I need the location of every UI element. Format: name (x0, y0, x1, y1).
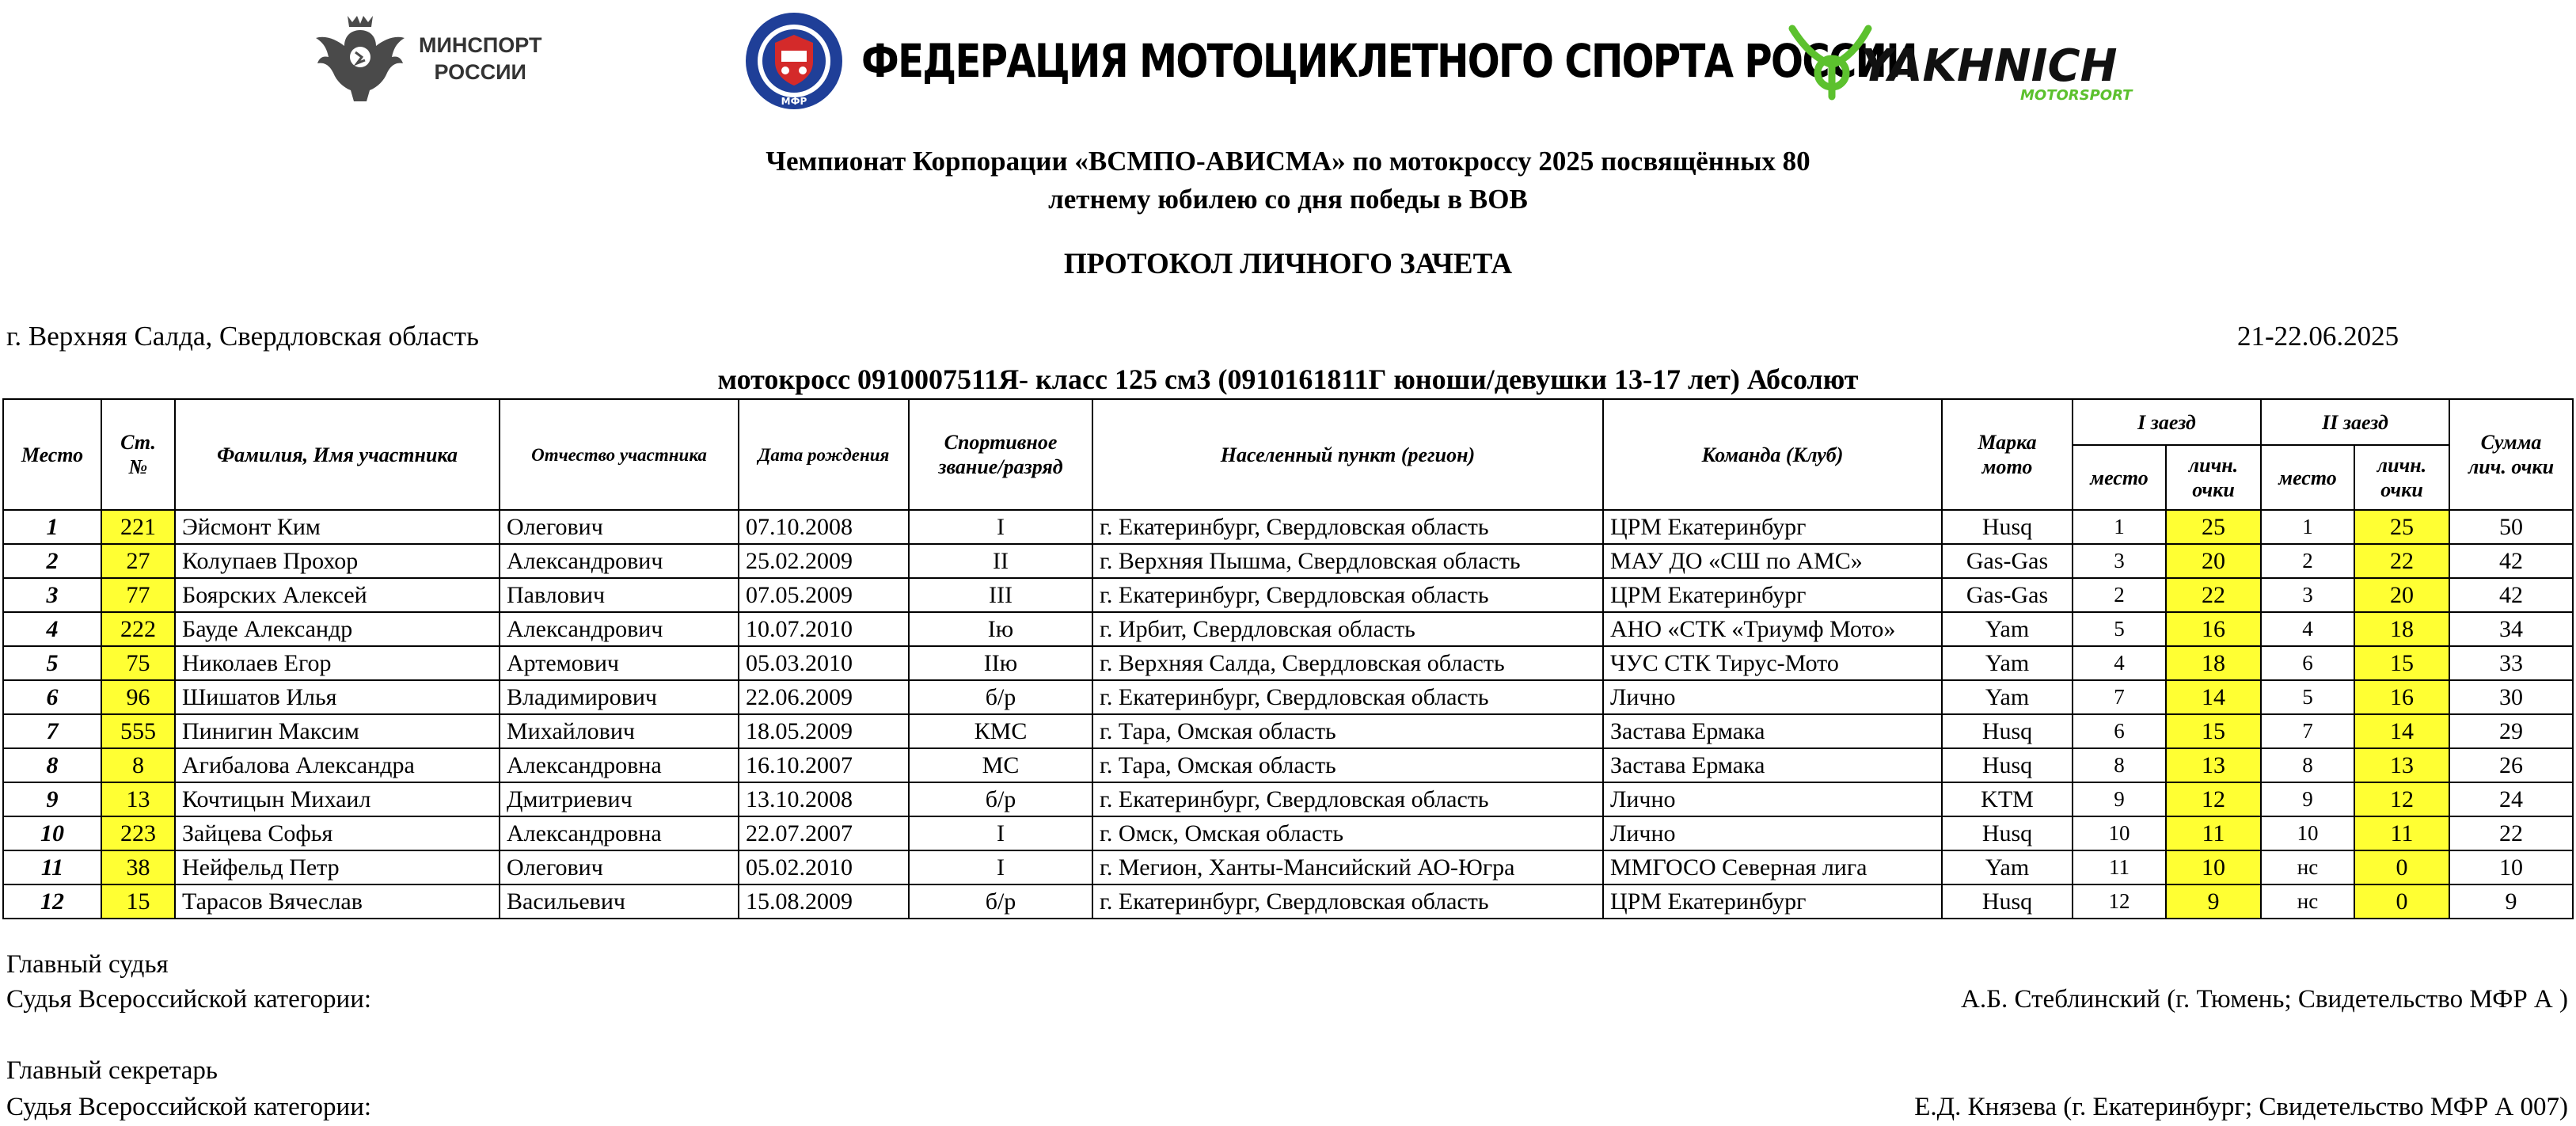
row-moto: Husq (1942, 510, 2073, 544)
results-table (2, 398, 2574, 919)
row-race2-place: 9 (2261, 782, 2354, 816)
header-race1: I заезд (2073, 399, 2261, 445)
row-race1-place: 6 (2073, 714, 2166, 748)
event-date: 21-22.06.2025 (2237, 321, 2399, 352)
row-race2-place: 1 (2261, 510, 2354, 544)
row-name: Боярских Алексей (175, 578, 500, 612)
row-rank: I (909, 850, 1092, 884)
row-patronymic: Васильевич (500, 884, 739, 919)
header-race2-place: место (2261, 445, 2354, 510)
row-sum: 33 (2449, 646, 2573, 680)
chief-judge-category: Судья Всероссийской категории: (6, 985, 372, 1014)
table-row (3, 714, 2573, 748)
row-number: 77 (101, 578, 175, 612)
row-city: г. Ирбит, Свердловская область (1092, 612, 1603, 646)
row-birth: 22.06.2009 (739, 680, 909, 714)
row-place: 3 (3, 578, 101, 612)
row-sum: 30 (2449, 680, 2573, 714)
row-race2-place: 7 (2261, 714, 2354, 748)
row-patronymic: Александрович (500, 544, 739, 578)
row-rank: III (909, 578, 1092, 612)
row-city: г. Екатеринбург, Свердловская область (1092, 578, 1603, 612)
header-logos (0, 0, 2576, 127)
protocol-title: ПРОТОКОЛ ЛИЧНОГО ЗАЧЕТА (1063, 248, 1513, 280)
row-rank: б/р (909, 782, 1092, 816)
row-number: 8 (101, 748, 175, 782)
row-race1-points: 18 (2166, 646, 2261, 680)
row-name: Агибалова Александра (175, 748, 500, 782)
championship-title-line1: Чемпионат Корпорации «ВСМПО-АВИСМА» по мотокроссу 2025 посвящённых 80 (766, 146, 1810, 177)
row-name: Кочтицын Михаил (175, 782, 500, 816)
row-race1-points: 22 (2166, 578, 2261, 612)
row-name: Тарасов Вячеслав (175, 884, 500, 919)
row-race1-points: 10 (2166, 850, 2261, 884)
row-team: ЧУС СТК Тирус-Мото (1603, 646, 1942, 680)
row-rank: IIю (909, 646, 1092, 680)
row-patronymic: Павлович (500, 578, 739, 612)
row-race1-points: 12 (2166, 782, 2261, 816)
row-place: 4 (3, 612, 101, 646)
table-row (3, 782, 2573, 816)
row-race2-points: 25 (2354, 510, 2449, 544)
row-team: Лично (1603, 816, 1942, 850)
table-row (3, 544, 2573, 578)
row-moto: Gas-Gas (1942, 544, 2073, 578)
row-race2-points: 18 (2354, 612, 2449, 646)
row-patronymic: Олегович (500, 510, 739, 544)
mfr-seal-label: МФР (781, 96, 807, 107)
header-team: Команда (Клуб) (1603, 399, 1942, 510)
header-number: Ст. № (101, 399, 175, 510)
row-rank: II (909, 544, 1092, 578)
row-place: 1 (3, 510, 101, 544)
table-row (3, 680, 2573, 714)
row-team: ЦРМ Екатеринбург (1603, 578, 1942, 612)
double-headed-eagle-icon (313, 11, 408, 106)
secretary-category: Судья Всероссийской категории: (6, 1093, 372, 1121)
row-moto: Husq (1942, 714, 2073, 748)
header-name: Фамилия, Имя участника (175, 399, 500, 510)
table-row (3, 578, 2573, 612)
header-race2: II заезд (2261, 399, 2449, 445)
row-team: ЦРМ Екатеринбург (1603, 884, 1942, 919)
row-number: 15 (101, 884, 175, 919)
row-place: 6 (3, 680, 101, 714)
row-race1-points: 13 (2166, 748, 2261, 782)
chief-judge-name: А.Б. Стеблинский (г. Тюмень; Свидетельство МФР А ) (1961, 985, 2568, 1014)
row-place: 5 (3, 646, 101, 680)
yakhnich-text: YAKHNICH (1860, 40, 2118, 92)
row-moto: Yam (1942, 680, 2073, 714)
row-rank: I (909, 510, 1092, 544)
row-patronymic: Александровна (500, 748, 739, 782)
row-patronymic: Александрович (500, 612, 739, 646)
row-birth: 07.05.2009 (739, 578, 909, 612)
row-race1-points: 9 (2166, 884, 2261, 919)
row-team: Застава Ермака (1603, 748, 1942, 782)
row-sum: 42 (2449, 578, 2573, 612)
row-sum: 10 (2449, 850, 2573, 884)
row-race1-place: 11 (2073, 850, 2166, 884)
row-team: Лично (1603, 680, 1942, 714)
row-race2-place: нс (2261, 850, 2354, 884)
row-race2-points: 0 (2354, 850, 2449, 884)
row-race1-points: 11 (2166, 816, 2261, 850)
row-moto: Gas-Gas (1942, 578, 2073, 612)
table-row (3, 510, 2573, 544)
table-row (3, 884, 2573, 919)
row-birth: 16.10.2007 (739, 748, 909, 782)
row-sum: 22 (2449, 816, 2573, 850)
yakhnich-emblem-icon (1792, 29, 1868, 97)
header-sum: Сумма лич. очки (2449, 399, 2573, 510)
row-team: Застава Ермака (1603, 714, 1942, 748)
row-birth: 18.05.2009 (739, 714, 909, 748)
row-team: Лично (1603, 782, 1942, 816)
row-race1-place: 10 (2073, 816, 2166, 850)
row-team: МАУ ДО «СШ по АМС» (1603, 544, 1942, 578)
row-city: г. Мегион, Ханты-Мансийский АО-Югра (1092, 850, 1603, 884)
header-race1-place: место (2073, 445, 2166, 510)
header-rank: Спортивное звание/разряд (909, 399, 1092, 510)
row-race2-points: 11 (2354, 816, 2449, 850)
row-patronymic: Олегович (500, 850, 739, 884)
row-place: 8 (3, 748, 101, 782)
row-race1-place: 3 (2073, 544, 2166, 578)
federation-name: ФЕДЕРАЦИЯ МОТОЦИКЛЕТНОГО СПОРТА РОССИИ (861, 34, 1917, 88)
row-rank: I (909, 816, 1092, 850)
race-class: мотокросс 0910007511Я- класс 125 см3 (0910161811Г юноши/девушки 13-17 лет) Абсолют (717, 363, 1859, 395)
row-place: 12 (3, 884, 101, 919)
row-birth: 05.03.2010 (739, 646, 909, 680)
row-birth: 07.10.2008 (739, 510, 909, 544)
row-city: г. Екатеринбург, Свердловская область (1092, 510, 1603, 544)
row-moto: Husq (1942, 816, 2073, 850)
header-patronymic: Отчество участника (500, 399, 739, 510)
secretary-name: Е.Д. Князева (г. Екатеринбург; Свидетельство МФР А 007) (1914, 1093, 2568, 1121)
row-race1-points: 16 (2166, 612, 2261, 646)
row-race2-points: 22 (2354, 544, 2449, 578)
row-name: Зайцева Софья (175, 816, 500, 850)
row-race2-points: 14 (2354, 714, 2449, 748)
row-moto: Husq (1942, 748, 2073, 782)
row-sum: 9 (2449, 884, 2573, 919)
row-name: Эйсмонт Ким (175, 510, 500, 544)
table-row (3, 612, 2573, 646)
row-race1-place: 12 (2073, 884, 2166, 919)
table-row (3, 748, 2573, 782)
row-city: г. Тара, Омская область (1092, 748, 1603, 782)
row-patronymic: Михайлович (500, 714, 739, 748)
yakhnich-motorsport-logo (1781, 17, 2133, 105)
row-moto: Yam (1942, 850, 2073, 884)
row-race2-points: 12 (2354, 782, 2449, 816)
row-number: 96 (101, 680, 175, 714)
row-place: 10 (3, 816, 101, 850)
row-birth: 15.08.2009 (739, 884, 909, 919)
row-city: г. Верхняя Пышма, Свердловская область (1092, 544, 1603, 578)
header-moto: Марка мото (1942, 399, 2073, 510)
row-race1-place: 7 (2073, 680, 2166, 714)
table-row (3, 646, 2573, 680)
row-race2-place: 8 (2261, 748, 2354, 782)
row-city: г. Омск, Омская область (1092, 816, 1603, 850)
row-patronymic: Артемович (500, 646, 739, 680)
row-race2-points: 13 (2354, 748, 2449, 782)
row-name: Нейфельд Петр (175, 850, 500, 884)
row-city: г. Тара, Омская область (1092, 714, 1603, 748)
row-city: г. Екатеринбург, Свердловская область (1092, 782, 1603, 816)
row-sum: 29 (2449, 714, 2573, 748)
row-city: г. Екатеринбург, Свердловская область (1092, 884, 1603, 919)
row-race1-place: 4 (2073, 646, 2166, 680)
row-place: 2 (3, 544, 101, 578)
row-race2-place: 10 (2261, 816, 2354, 850)
row-number: 223 (101, 816, 175, 850)
row-moto: Yam (1942, 646, 2073, 680)
header-city: Населенный пункт (регион) (1092, 399, 1603, 510)
row-race1-place: 8 (2073, 748, 2166, 782)
event-location: г. Верхняя Салда, Свердловская область (6, 321, 479, 352)
table-row (3, 816, 2573, 850)
row-rank: Iю (909, 612, 1092, 646)
row-rank: б/р (909, 680, 1092, 714)
row-number: 38 (101, 850, 175, 884)
row-rank: КМС (909, 714, 1092, 748)
row-patronymic: Дмитриевич (500, 782, 739, 816)
row-sum: 42 (2449, 544, 2573, 578)
row-race1-place: 1 (2073, 510, 2166, 544)
secretary-label: Главный секретарь (6, 1056, 218, 1085)
championship-title-line2: летнему юбилею со дня победы в ВОВ (1048, 184, 1528, 215)
row-name: Бауде Александр (175, 612, 500, 646)
row-city: г. Екатеринбург, Свердловская область (1092, 680, 1603, 714)
row-place: 7 (3, 714, 101, 748)
results-body (3, 510, 2573, 919)
row-moto: Yam (1942, 612, 2073, 646)
minsport-logo (313, 11, 541, 106)
header-race1-points: личн. очки (2166, 445, 2261, 510)
table-header-row (3, 399, 2573, 445)
row-birth: 13.10.2008 (739, 782, 909, 816)
row-rank: МС (909, 748, 1092, 782)
row-birth: 05.02.2010 (739, 850, 909, 884)
row-race1-points: 14 (2166, 680, 2261, 714)
row-patronymic: Александровна (500, 816, 739, 850)
row-race2-place: 4 (2261, 612, 2354, 646)
row-number: 75 (101, 646, 175, 680)
row-number: 222 (101, 612, 175, 646)
row-birth: 25.02.2009 (739, 544, 909, 578)
row-sum: 26 (2449, 748, 2573, 782)
row-moto: KTM (1942, 782, 2073, 816)
row-race2-place: 6 (2261, 646, 2354, 680)
row-sum: 50 (2449, 510, 2573, 544)
row-number: 555 (101, 714, 175, 748)
row-race2-place: 3 (2261, 578, 2354, 612)
row-patronymic: Владимирович (500, 680, 739, 714)
row-race1-place: 5 (2073, 612, 2166, 646)
row-race2-points: 16 (2354, 680, 2449, 714)
row-name: Шишатов Илья (175, 680, 500, 714)
row-rank: б/р (909, 884, 1092, 919)
row-team: ЦРМ Екатеринбург (1603, 510, 1942, 544)
row-race1-points: 15 (2166, 714, 2261, 748)
row-number: 13 (101, 782, 175, 816)
row-race2-points: 20 (2354, 578, 2449, 612)
row-race2-place: нс (2261, 884, 2354, 919)
row-race2-place: 2 (2261, 544, 2354, 578)
row-race2-place: 5 (2261, 680, 2354, 714)
row-race1-points: 25 (2166, 510, 2261, 544)
mfr-seal-icon (744, 11, 844, 111)
row-sum: 34 (2449, 612, 2573, 646)
row-number: 221 (101, 510, 175, 544)
row-race2-points: 15 (2354, 646, 2449, 680)
row-race1-place: 9 (2073, 782, 2166, 816)
chief-judge-label: Главный судья (6, 950, 169, 979)
table-row (3, 850, 2573, 884)
yakhnich-sub-text: MOTORSPORT (2020, 87, 2133, 104)
row-race1-place: 2 (2073, 578, 2166, 612)
row-place: 9 (3, 782, 101, 816)
row-race1-points: 20 (2166, 544, 2261, 578)
header-birth: Дата рождения (739, 399, 909, 510)
row-sum: 24 (2449, 782, 2573, 816)
row-city: г. Верхняя Салда, Свердловская область (1092, 646, 1603, 680)
row-name: Колупаев Прохор (175, 544, 500, 578)
row-number: 27 (101, 544, 175, 578)
row-name: Николаев Егор (175, 646, 500, 680)
row-team: АНО «СТК «Триумф Мото» (1603, 612, 1942, 646)
row-team: ММГОСО Северная лига (1603, 850, 1942, 884)
row-birth: 10.07.2010 (739, 612, 909, 646)
row-place: 11 (3, 850, 101, 884)
minsport-text-line1: МИНСПОРТ (419, 33, 542, 57)
header-place: Место (3, 399, 101, 510)
row-race2-points: 0 (2354, 884, 2449, 919)
row-birth: 22.07.2007 (739, 816, 909, 850)
header-race2-points: личн. очки (2354, 445, 2449, 510)
minsport-text-line2: РОССИИ (434, 60, 526, 84)
row-name: Пинигин Максим (175, 714, 500, 748)
row-moto: Husq (1942, 884, 2073, 919)
